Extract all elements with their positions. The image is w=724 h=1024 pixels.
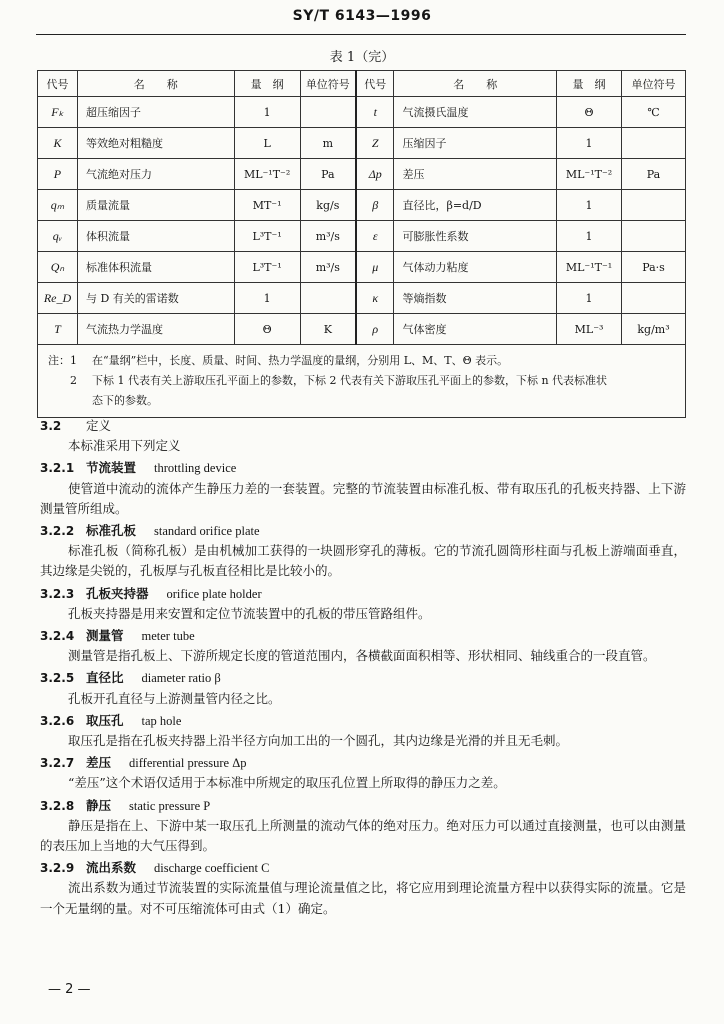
cell-name: 超压缩因子 bbox=[77, 97, 234, 128]
clause-text: 流出系数为通过节流装置的实际流量值与理论流量值之比，将它应用到理论流量方程中以获得实际的流量。它是一个无量纲的量。对不可压缩流体可由式（1）确定。 bbox=[40, 880, 686, 916]
cell-name: 压缩因子 bbox=[394, 128, 557, 159]
cell-symbol: qₘ bbox=[38, 190, 78, 221]
header-rule bbox=[36, 34, 686, 35]
cell-symbol: β bbox=[356, 190, 394, 221]
cell-symbol: κ bbox=[356, 283, 394, 314]
cell-symbol: Z bbox=[356, 128, 394, 159]
cell-unit bbox=[622, 283, 686, 314]
cell-name: 气流热力学温度 bbox=[77, 314, 234, 345]
clause-number: 3.2.3 bbox=[40, 586, 75, 601]
clause-text: 取压孔是指在孔板夹持器上沿半径方向加工出的一个圆孔，其内边缘是光滑的并且无毛刺。 bbox=[68, 733, 569, 749]
clause-term-english: tap hole bbox=[141, 713, 182, 728]
clause-number: 3.2.2 bbox=[40, 524, 75, 539]
clause-number: 3.2.6 bbox=[40, 713, 75, 728]
cell-dimension: 1 bbox=[234, 97, 300, 128]
note-text: 下标 1 代表有关上游取压孔平面上的参数，下标 2 代表有关下游取压孔平面上的参数，下标 n 代表标准状 bbox=[92, 374, 608, 387]
cell-symbol: ρ bbox=[356, 314, 394, 345]
table-row bbox=[38, 190, 686, 221]
clause-number: 3.2.7 bbox=[40, 756, 75, 771]
cell-name: 气流绝对压力 bbox=[77, 159, 234, 190]
cell-name: 体积流量 bbox=[77, 221, 234, 252]
clause-heading bbox=[40, 711, 686, 731]
cell-symbol: Qₙ bbox=[38, 252, 78, 283]
cell-unit: m³/s bbox=[300, 221, 356, 252]
clause-heading bbox=[40, 626, 686, 646]
table-row bbox=[38, 252, 686, 283]
section-number: 3.2 bbox=[40, 419, 62, 433]
section-title: 定义 bbox=[86, 418, 112, 433]
cell-name: 可膨胀性系数 bbox=[394, 221, 557, 252]
table-row bbox=[38, 128, 686, 159]
table-row bbox=[38, 97, 686, 128]
clause-term-english: diameter ratio β bbox=[141, 671, 221, 686]
cell-symbol: Re_D bbox=[38, 283, 78, 314]
table-notes-row bbox=[38, 345, 686, 418]
cell-dimension: L³T⁻¹ bbox=[234, 221, 300, 252]
clause-heading bbox=[40, 584, 686, 604]
clause-heading bbox=[40, 521, 686, 541]
clause-term-english: throttling device bbox=[154, 461, 237, 476]
cell-name: 质量流量 bbox=[77, 190, 234, 221]
cell-unit: K bbox=[300, 314, 356, 345]
clause-heading bbox=[40, 796, 686, 816]
table-row bbox=[38, 221, 686, 252]
note-text-continued: 态下的参数。 bbox=[92, 394, 158, 407]
cell-dimension: ML⁻¹T⁻² bbox=[557, 159, 622, 190]
cell-unit: m³/s bbox=[300, 252, 356, 283]
clause-text: 孔板夹持器是用来安置和定位节流装置中的孔板的带压管路组件。 bbox=[68, 605, 431, 621]
clause-number: 3.2.1 bbox=[40, 461, 75, 476]
cell-dimension: ML⁻³ bbox=[557, 314, 622, 345]
standard-id: SY/T 6143—1996 bbox=[292, 8, 432, 24]
cell-symbol: P bbox=[38, 159, 78, 190]
col-header: 代号 bbox=[356, 71, 394, 97]
cell-unit: ℃ bbox=[622, 97, 686, 128]
cell-name: 与 D 有关的雷诺数 bbox=[77, 283, 234, 314]
cell-unit: kg/m³ bbox=[622, 314, 686, 345]
col-header: 量 纲 bbox=[557, 71, 622, 97]
clause-heading bbox=[40, 458, 686, 478]
cell-symbol: t bbox=[356, 97, 394, 128]
cell-name: 直径比，β=d/D bbox=[394, 190, 557, 221]
note-label: 注： bbox=[48, 354, 70, 367]
clause-heading bbox=[40, 753, 686, 773]
clause-term-english: differential pressure Δp bbox=[129, 756, 247, 771]
clause-term: 取压孔 bbox=[86, 712, 124, 728]
clause-term-english: meter tube bbox=[141, 629, 195, 644]
cell-unit: Pa bbox=[622, 159, 686, 190]
clause-number: 3.2.9 bbox=[40, 861, 75, 876]
cell-dimension: 1 bbox=[557, 221, 622, 252]
cell-symbol: K bbox=[38, 128, 78, 159]
cell-dimension: L³T⁻¹ bbox=[234, 252, 300, 283]
cell-dimension: 1 bbox=[557, 128, 622, 159]
cell-symbol: T bbox=[38, 314, 78, 345]
cell-symbol: μ bbox=[356, 252, 394, 283]
clause-term: 差压 bbox=[86, 755, 112, 771]
clause-heading bbox=[40, 858, 686, 878]
table-row bbox=[38, 314, 686, 345]
clause-term: 测量管 bbox=[86, 628, 124, 644]
cell-unit bbox=[622, 128, 686, 159]
col-header: 单位符号 bbox=[622, 71, 686, 97]
cell-unit bbox=[300, 283, 356, 314]
clause-text: “差压”这个术语仅适用于本标准中所规定的取压孔位置上所取得的静压力之差。 bbox=[68, 775, 506, 791]
cell-dimension: L bbox=[234, 128, 300, 159]
clause-term: 标准孔板 bbox=[86, 523, 137, 539]
col-header: 名 称 bbox=[77, 71, 234, 97]
cell-dimension: MT⁻¹ bbox=[234, 190, 300, 221]
clause-term: 静压 bbox=[86, 797, 112, 813]
table-notes bbox=[38, 345, 686, 418]
cell-name: 气体密度 bbox=[394, 314, 557, 345]
cell-unit: Pa·s bbox=[622, 252, 686, 283]
cell-unit: m bbox=[300, 128, 356, 159]
note-text: 在“量纲”栏中，长度、质量、时间、热力学温度的量纲，分别用 L、M、T、Θ 表示。 bbox=[92, 354, 509, 367]
clause-text: 标准孔板（简称孔板）是由机械加工获得的一块圆形穿孔的薄板。它的节流孔圆筒形柱面与孔板上游端面垂直，其边缘是尖锐的，孔板厚与孔板直径相比是比较小的。 bbox=[40, 543, 686, 579]
cell-symbol: ε bbox=[356, 221, 394, 252]
col-header: 代号 bbox=[38, 71, 78, 97]
cell-symbol: Δp bbox=[356, 159, 394, 190]
cell-symbol: Fₖ bbox=[38, 97, 78, 128]
clause-term-english: orifice plate holder bbox=[166, 586, 262, 601]
cell-name: 差压 bbox=[394, 159, 557, 190]
clause-text: 孔板开孔直径与上游测量管内径之比。 bbox=[68, 690, 281, 706]
table-header-row bbox=[38, 71, 686, 97]
cell-name: 气体动力粘度 bbox=[394, 252, 557, 283]
cell-dimension: ML⁻¹T⁻¹ bbox=[557, 252, 622, 283]
clause-number: 3.2.5 bbox=[40, 671, 75, 686]
table-row bbox=[38, 159, 686, 190]
section-heading bbox=[40, 416, 686, 436]
cell-name: 等效绝对粗糙度 bbox=[77, 128, 234, 159]
clause-text: 测量管是指孔板上、下游所规定长度的管道范围内，各横截面面积相等、形状相同、轴线重合的一段直管。 bbox=[68, 648, 656, 664]
note-number: 2 bbox=[70, 374, 77, 387]
clause-term-english: standard orifice plate bbox=[154, 524, 260, 539]
clause-term-english: static pressure P bbox=[129, 798, 211, 813]
clause-term: 流出系数 bbox=[86, 860, 137, 876]
definitions-section bbox=[40, 414, 686, 919]
col-header: 名 称 bbox=[394, 71, 557, 97]
cell-unit bbox=[300, 97, 356, 128]
cell-dimension: Θ bbox=[234, 314, 300, 345]
cell-unit: kg/s bbox=[300, 190, 356, 221]
table-caption: 表 1（完） bbox=[329, 50, 395, 65]
clause-text: 静压是指在上、下游中某一取压孔上所测量的流动气体的绝对压力。绝对压力可以通过直接测量，也可以由测量的表压加上当地的大气压得到。 bbox=[40, 817, 686, 854]
parameter-table bbox=[37, 70, 686, 418]
cell-unit bbox=[622, 221, 686, 252]
note-number: 1 bbox=[70, 354, 77, 367]
col-header: 量 纲 bbox=[234, 71, 300, 97]
cell-dimension: 1 bbox=[557, 190, 622, 221]
table-row bbox=[38, 283, 686, 314]
cell-dimension: ML⁻¹T⁻² bbox=[234, 159, 300, 190]
clause-term-english: discharge coefficient C bbox=[154, 861, 270, 876]
clause-heading bbox=[40, 668, 686, 688]
cell-name: 等熵指数 bbox=[394, 283, 557, 314]
clause-number: 3.2.4 bbox=[40, 629, 75, 644]
clause-term: 节流装置 bbox=[86, 460, 137, 476]
cell-unit bbox=[622, 190, 686, 221]
section-intro: 本标准采用下列定义 bbox=[68, 438, 181, 454]
col-header: 单位符号 bbox=[300, 71, 356, 97]
clause-text: 使管道中流动的流体产生静压力差的一套装置。完整的节流装置由标准孔板、带有取压孔的孔板夹持器、上下游测量管所组成。 bbox=[40, 480, 686, 516]
cell-name: 标准体积流量 bbox=[77, 252, 234, 283]
clause-term: 孔板夹持器 bbox=[86, 585, 149, 601]
cell-dimension: 1 bbox=[557, 283, 622, 314]
cell-symbol: qᵥ bbox=[38, 221, 78, 252]
cell-dimension: Θ bbox=[557, 97, 622, 128]
page-number: — 2 — bbox=[48, 982, 91, 997]
cell-name: 气流摄氏温度 bbox=[394, 97, 557, 128]
clause-term: 直径比 bbox=[86, 670, 124, 686]
cell-unit: Pa bbox=[300, 159, 356, 190]
clause-number: 3.2.8 bbox=[40, 798, 75, 813]
cell-dimension: 1 bbox=[234, 283, 300, 314]
